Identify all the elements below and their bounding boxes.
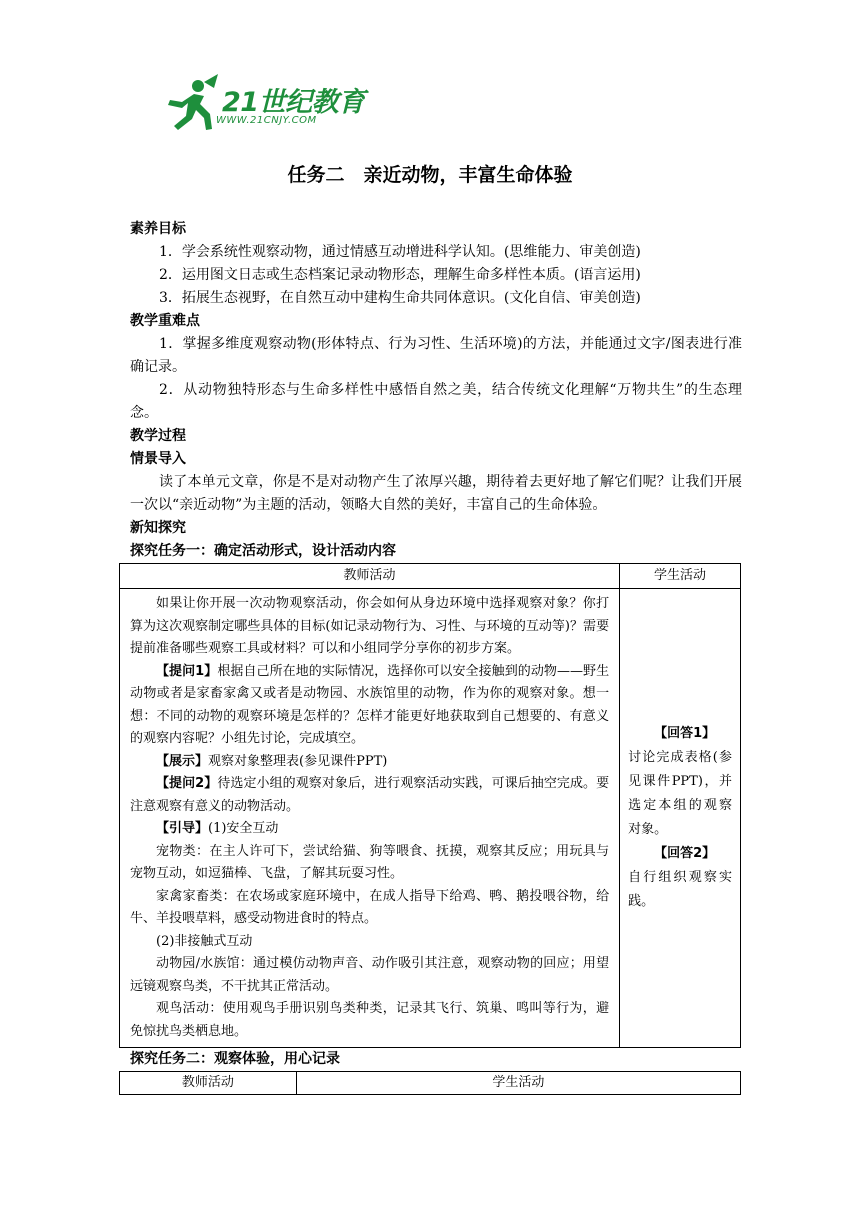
guide-pet: 宠物类：在主人许可下，尝试给猫、狗等喂食、抚摸，观察其反应；用玩具与宠物互动，如逗猫棒、飞盘，了解其玩耍习性。 [130,843,610,881]
question-2: 【提问2】待选定小组的观察对象后，进行观察活动实践，可课后抽空完成。要注意观察有意义的动物活动。 [130,776,610,814]
guide: 【引导】(1)安全互动 [156,821,279,836]
guide-farm: 家禽家畜类：在农场或家庭环境中，在成人指导下给鸡、鸭、鹅投喂谷物，给牛、羊投喂草料，感受动物进食时的特点。 [130,888,610,926]
process-heading: 教学过程 [130,428,186,444]
objective-item: 2．运用图文日志或生态档案记录动物形态，理解生命多样性本质。(语言运用) [159,267,641,283]
answer-1-tag: 【回答1】 [654,726,716,741]
col-student-header: 学生活动 [620,564,741,589]
guide-zoo: 动物园/水族馆：通过模仿动物声音、动作吸引其注意，观察动物的回应；用望远镜观察鸟类，不干扰其正常活动。 [130,956,610,994]
explore-heading: 新知探究 [130,520,186,536]
objective-item: 3．拓展生态视野，在自然互动中建构生命共同体意识。(文化自信、审美创造) [159,290,641,306]
intro-heading: 情景导入 [130,451,186,467]
logo-text: 21世纪教育 [222,87,365,118]
intro-text: 读了本单元文章，你是不是对动物产生了浓厚兴趣，期待着去更好地了解它们呢？让我们开展一次以“亲近动物”为主题的活动，领略大自然的美好，丰富自己的生命体验。 [130,474,742,513]
objectives-heading: 素养目标 [130,221,186,237]
task2-col-teacher-header: 教师活动 [120,1072,297,1095]
task1-heading: 探究任务一：确定活动形式，设计活动内容 [130,543,396,559]
guide-noncontact: (2)非接触式互动 [156,933,253,949]
guide-bird: 观鸟活动：使用观鸟手册识别鸟类种类，记录其飞行、筑巢、鸣叫等行为，避免惊扰鸟类栖息地。 [130,1001,610,1039]
logo-url: WWW.21CNJY.COM [216,115,317,126]
page-title: 任务二 亲近动物，丰富生命体验 [287,164,573,186]
student-activity-cell [620,589,741,1048]
answer-1-text: 讨论完成表格(参见课件PPT)，并选定本组的观察对象。 [628,750,732,837]
show: 【展示】观察对象整理表(参见课件PPT) [156,753,388,769]
teacher-activity-cell [120,589,620,1048]
task2-col-student-header: 学生活动 [296,1072,740,1095]
runner-logo-icon [160,72,220,132]
objective-item: 1．学会系统性观察动物，通过情感互动增进科学认知。(思维能力、审美创造) [159,244,641,260]
teacher-intro: 如果让你开展一次动物观察活动，你会如何从身边环境中选择观察对象？你打算为这次观察制定哪些具体的目标(如记录动物行为、习性、与环境的互动等)？需要提前准备哪些观察工具或材料？可以和小组同学分享你的初步方案。 [130,596,610,656]
answer-2-text: 自行组织观察实践。 [628,870,732,909]
task2-heading: 探究任务二：观察体验，用心记录 [130,1051,340,1067]
col-teacher-header: 教师活动 [120,564,620,589]
task2-table [119,1071,741,1095]
task1-table [119,563,741,1048]
content [130,218,742,1095]
key-point-item: 1．掌握多维度观察动物(形体特点、行为习性、生活环境)的方法，并能通过文字/图表进行准确记录。 [130,336,742,375]
key-points-heading: 教学重难点 [130,313,200,329]
question-1: 【提问1】根据自己所在地的实际情况，选择你可以安全接触到的动物——野生动物或者是家畜家禽又或者是动物园、水族馆里的动物，作为你的观察对象。想一想：不同的动物的观察环境是怎样的？怎样才能更好地获取到自己想要的、有意义的观察内容呢？小组先讨论，完成填空。 [130,663,610,746]
key-point-item: 2．从动物独特形态与生命多样性中感悟自然之美，结合传统文化理解“万物共生”的生态理念。 [130,382,742,421]
answer-2-tag: 【回答2】 [654,846,716,861]
